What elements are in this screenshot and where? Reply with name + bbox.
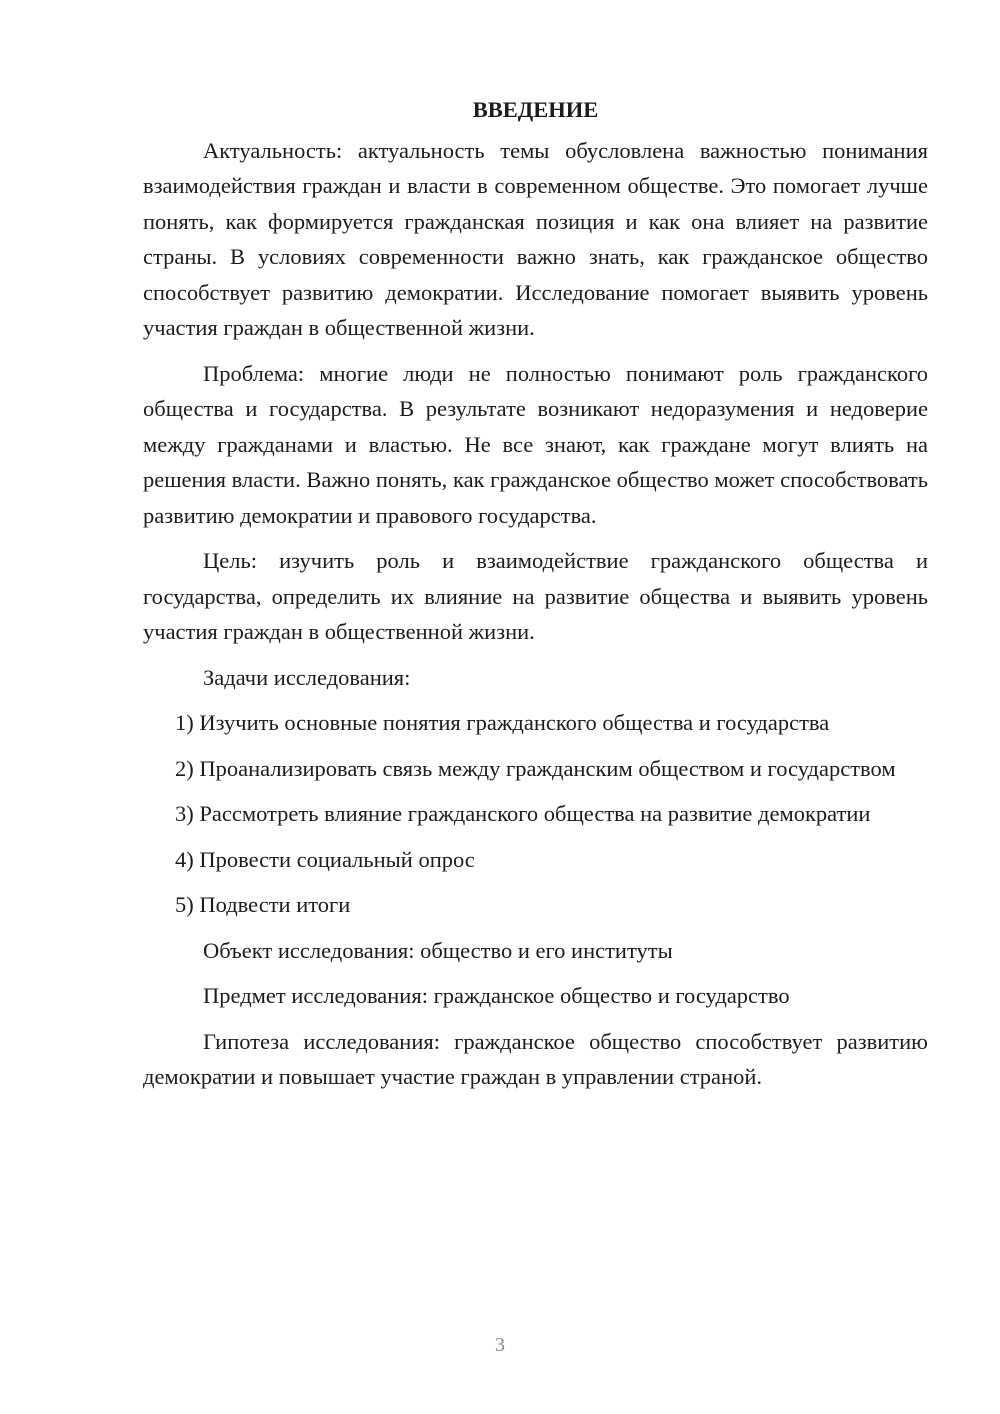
task-item: 3) Рассмотреть влияние гражданского общества на развитие демократии: [175, 801, 871, 826]
paragraph-problem: Проблема: многие люди не полностью понимают роль гражданского общества и государства. В результате возникают недоразумения и недоверие между гражданами и властью. Не все знают, как граждане могут влиять на решения власти. Важно понять, как гражданское общество может способствовать развитию демократии и правового государства.: [143, 360, 928, 528]
research-hypothesis: Гипотеза исследования: гражданское общество способствует развитию демократии и повышает участие граждан в управлении страной.: [143, 1028, 928, 1089]
document-page: [143, 92, 928, 1105]
paragraph-goal: Цель: изучить роль и взаимодействие гражданского общества и государства, определить их влияние на развитие общества и выявить уровень участия граждан в общественной жизни.: [143, 548, 928, 644]
paragraph-relevance: Актуальность: актуальность темы обусловлена важностью понимания взаимодействия граждан и власти в современном обществе. Это помогает лучше понять, как формируется гражданская позиция и как она влияет на развитие страны. В условиях современности важно знать, как гражданское общество способствует развитию демократии. Исследование помогает выявить уровень участия граждан в общественной жизни.: [143, 137, 928, 340]
task-item: 5) Подвести итоги: [175, 892, 351, 917]
tasks-heading: Задачи исследования:: [203, 664, 411, 690]
research-subject: Предмет исследования: гражданское общество и государство: [203, 983, 790, 1008]
research-object: Объект исследования: общество и его институты: [203, 937, 673, 963]
tasks-list: [143, 705, 928, 923]
section-title: ВВЕДЕНИЕ: [472, 97, 599, 122]
task-item: 4) Провести социальный опрос: [175, 846, 475, 872]
page-number: 3: [495, 1334, 505, 1356]
task-item: 2) Проанализировать связь между гражданским обществом и государством: [175, 755, 896, 781]
task-item: 1) Изучить основные понятия гражданского общества и государства: [175, 710, 830, 735]
